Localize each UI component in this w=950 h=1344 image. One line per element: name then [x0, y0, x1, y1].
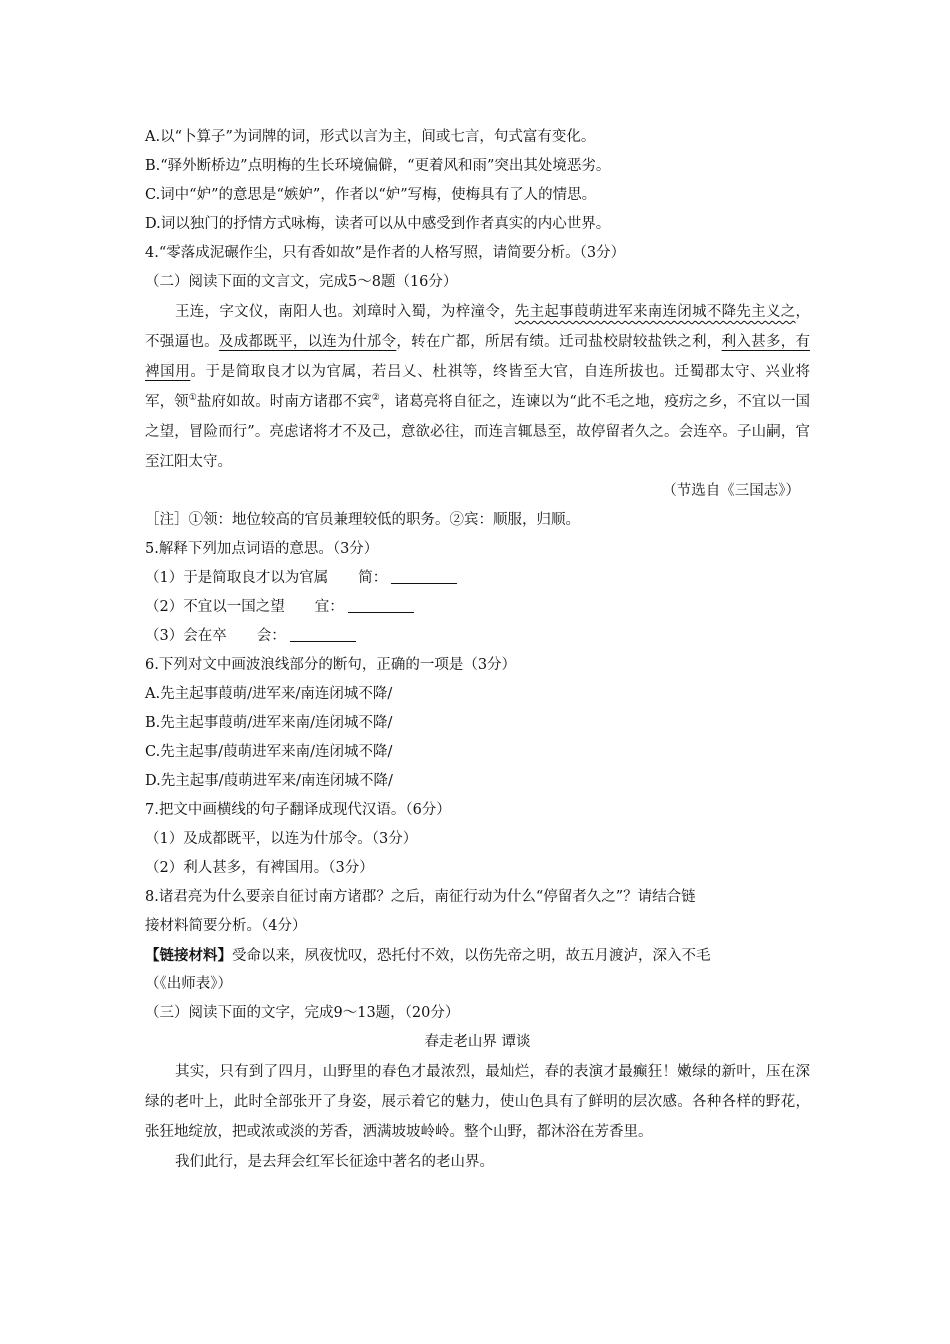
- question-8-line-1: 8.诸君亮为什么要亲自征讨南方诸郡？之后，南征行动为什么“停留者久之”？请结合链: [145, 889, 696, 905]
- answer-blank[interactable]: [391, 567, 457, 584]
- question-4: 4.“零落成泥碾作尘，只有香如故”是作者的人格写照，请简要分析。（3分）: [145, 245, 626, 261]
- question-7-item-2: （2）利人甚多，有裨国用。（3分）: [145, 860, 374, 876]
- q6-option-d: D.先主起事/葭萌进军来/南连闭城不降/: [145, 773, 393, 789]
- passage-notes: ［注］①领：地位较高的官员兼理较低的职务。②宾：顺服，归顺。: [145, 512, 580, 528]
- answer-blank[interactable]: [348, 596, 414, 613]
- footnote-mark-1: ①: [188, 393, 197, 404]
- q3-option-c: C.词中“妒”的意思是“嫉妒”，作者以“妒”写梅，使梅具有了人的情思。: [145, 187, 597, 203]
- article-title: 春走老山界 谭谈: [424, 1034, 531, 1050]
- q6-option-b: B.先主起事葭萌/进军来南/连闭城不降/: [145, 715, 393, 731]
- underlined-sentence-1: 及成都既平，以连为什邡令: [218, 334, 397, 350]
- question-7-title: 7.把文中画横线的句子翻译成现代汉语。（6分）: [145, 802, 451, 818]
- q3-option-d: D.词以独门的抒情方式咏梅，读者可以从中感受到作者真实的内心世界。: [145, 216, 611, 232]
- question-5-title: 5.解释下列加点词语的意思。（3分）: [145, 541, 379, 557]
- question-6-title: 6.下列对文中画波浪线部分的断句，正确的一项是（3分）: [145, 657, 517, 673]
- question-5-item-2: （2）不宜以一国之望 宜：: [145, 593, 810, 622]
- linked-material: 【链接材料】受命以来，夙夜忧叹，恐托付不效，以伤先帝之明，故五月渡泸，深入不毛: [145, 947, 711, 964]
- q3-option-a: A.以“卜算子”为词牌的词，形式以言为主，间或七言，句式富有变化。: [145, 129, 596, 145]
- footnote-mark-2: ②: [371, 393, 380, 404]
- passage-source: （节选自《三国志》）: [662, 483, 800, 499]
- underlined-sentence-2: 利入甚多，有裨国用: [145, 334, 811, 380]
- section-3-title: （三）阅读下面的文字，完成9～13题，（20分）: [145, 1005, 460, 1021]
- q6-option-a: A.先主起事葭萌/进军来/南连闭城不降/: [145, 686, 393, 702]
- question-5-item-1: （1）于是简取良才以为官属 简：: [145, 564, 810, 593]
- exam-page: [145, 123, 810, 1177]
- section-2-title: （二）阅读下面的文言文，完成5～8题（16分）: [145, 274, 458, 290]
- material-source: （《出师表》）: [145, 976, 232, 992]
- material-label: 【链接材料】: [145, 947, 232, 964]
- classical-passage: 王连，字文仪，南阳人也。刘璋时入蜀，为梓潼令，先主起事葭萌进军来南连闭城不降先主义之，不强逼也。及成都既平，以连为什邡令，转在广都，所居有绩。迁司盐校尉较盐铁之利，利入甚多，有裨国用。于是简取良才以为官属，若吕乂、杜祺等，终皆至大官，自连所拔也。迁蜀郡太守、兴业将军，领①盐府如故。时南方诸郡不宾②，诸葛亮将自征之，连谏以为“此不毛之地，疫疠之乡，不宜以一国之望，冒险而行”。亮虑诸将才不及己，意欲必往，而连言辄恳至，故停留者久之。会连卒。子山嗣，官至江阳太守。: [145, 304, 811, 470]
- question-5-item-3: （3）会在卒 会：: [145, 622, 810, 651]
- article-paragraph-2: 我们此行，是去拜会红军长征途中著名的老山界。: [175, 1154, 494, 1170]
- wavy-underlined-text: 先主起事葭萌进军来南连闭城不降先主义之: [514, 304, 796, 320]
- question-7-item-1: （1）及成都既平，以连为什邡令。（3分）: [145, 831, 418, 847]
- q3-option-b: B.“驿外断桥边”点明梅的生长环境偏僻，“更着风和雨”突出其处境恶劣。: [145, 158, 611, 174]
- q6-option-c: C.先主起事/葭萌进军来南/连闭城不降/: [145, 744, 393, 760]
- answer-blank[interactable]: [290, 625, 356, 642]
- question-8-line-2: 接材料简要分析。（4分）: [145, 918, 307, 934]
- article-paragraph-1: 其实，只有到了四月，山野里的春色才最浓烈，最灿烂，春的表演才最癫狂！嫩绿的新叶，压在深绿的老叶上，此时全部张开了身姿，展示着它的魅力，使山色具有了鲜明的层次感。各种各样的野花，张狂地绽放，把或浓或淡的芳香，洒满坡坡岭岭。整个山野，都沐浴在芳香里。: [145, 1064, 810, 1140]
